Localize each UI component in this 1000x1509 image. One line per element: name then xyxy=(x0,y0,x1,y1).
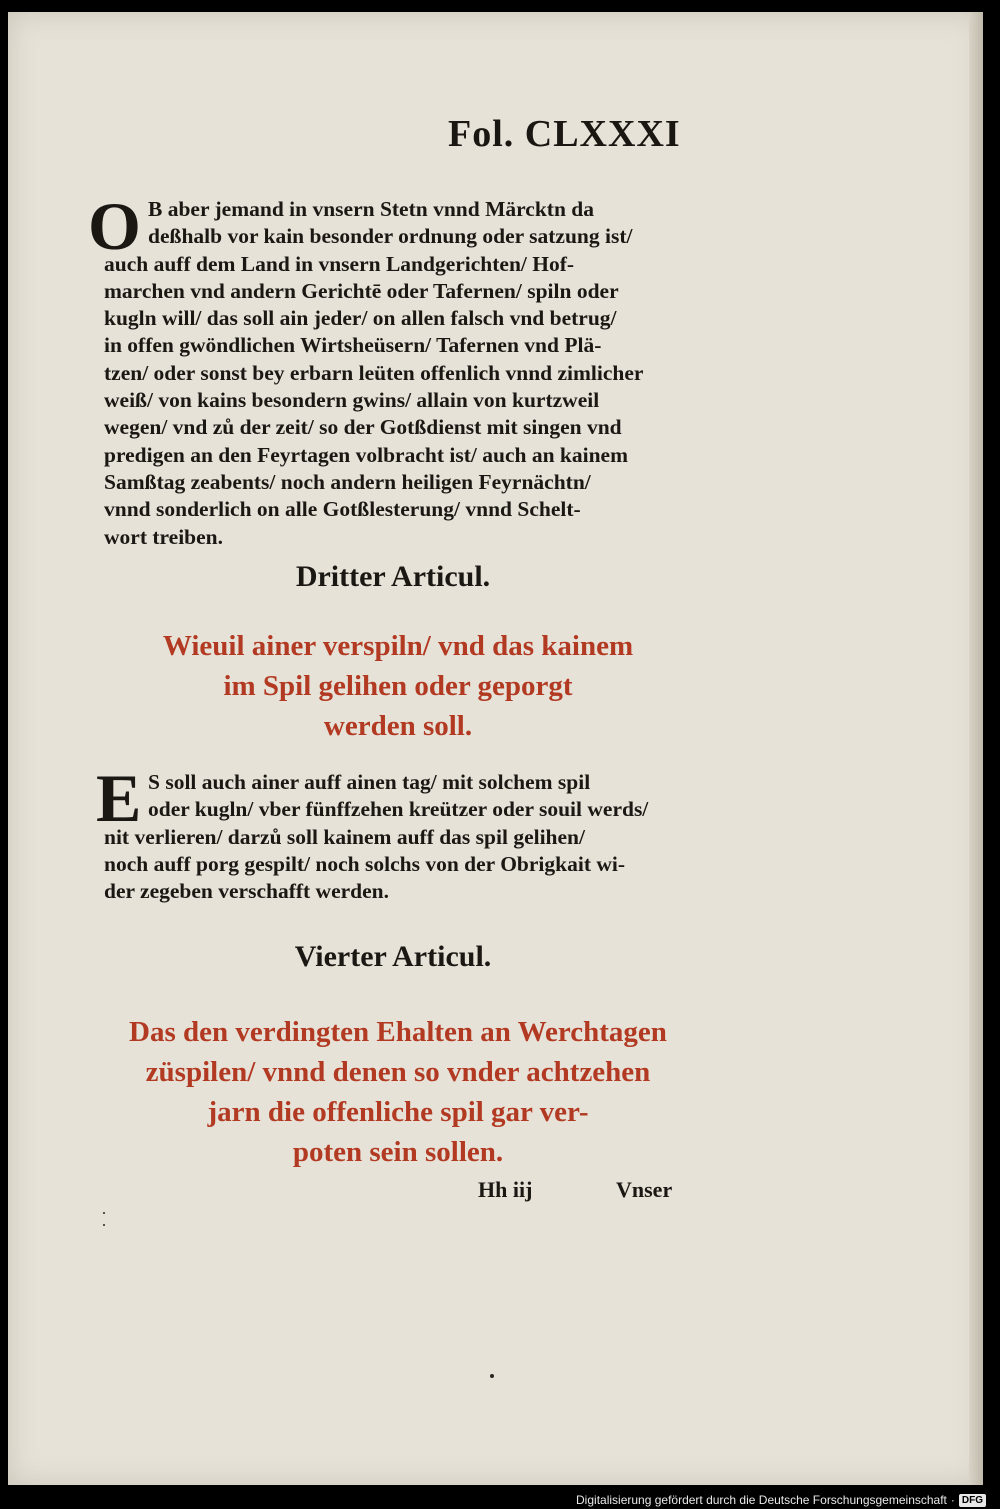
signature-mark: Hh iij xyxy=(478,1177,533,1202)
initial-letter-o: O xyxy=(88,188,141,264)
paragraph-1-line: marchen vnd andern Gerichtē oder Tafernen/ spiln oder xyxy=(104,278,619,303)
rubric-vierter-articul xyxy=(98,1012,698,1172)
paragraph-2-line: noch auff porg gespilt/ noch solchs von der Obrigkait wi- xyxy=(104,851,626,876)
page-edge xyxy=(969,12,983,1485)
paragraph-1-line: B aber jemand in vnsern Stetn vnnd Märcktn da xyxy=(148,197,594,221)
footer-separator: · xyxy=(950,1493,955,1507)
paragraph-2-line: oder kugln/ vber fünffzehen kreützer oder souil werds/ xyxy=(148,797,649,822)
paragraph-1-line: wegen/ vnd zů der zeit/ so der Gotßdienst mit singen vnd xyxy=(104,415,622,440)
paragraph-1-line: in offen gwöndlichen Wirtsheüsern/ Tafernen vnd Plä- xyxy=(104,333,602,358)
folio-number: Fol. CLXXXI xyxy=(448,113,681,155)
initial-letter-e: E xyxy=(96,760,142,836)
dfg-logo: DFG xyxy=(959,1494,986,1507)
paragraph-2-line: der zegeben verschafft werden. xyxy=(104,879,389,904)
paragraph-1-line: auch auff dem Land in vnsern Landgerichten/ Hof- xyxy=(104,251,575,276)
paragraph-2-line: S soll auch ainer auff ainen tag/ mit solchem spil xyxy=(148,770,591,794)
ink-speck xyxy=(103,1212,105,1214)
paragraph-1-line: predigen an den Feyrtagen volbracht ist/ auch an kainem xyxy=(104,442,628,467)
rubric-dritter-articul xyxy=(98,626,698,746)
ink-speck xyxy=(103,1224,105,1226)
paragraph-2-line: nit verlieren/ darzů soll kainem auff das spil gelihen/ xyxy=(104,824,585,849)
book-page xyxy=(8,12,983,1485)
ink-speck xyxy=(490,1374,494,1378)
paragraph-1-line: vnnd sonderlich on alle Gotßlesterung/ vnnd Schelt- xyxy=(104,497,581,522)
rubric-4-line: Das den verdingten Ehalten an Werchtagen xyxy=(129,1016,667,1048)
rubric-4-line: züspilen/ vnnd denen so vnder achtzehen xyxy=(145,1056,651,1088)
paragraph-1 xyxy=(104,196,694,551)
rubric-3-line: Wieuil ainer verspiln/ vnd das kainem xyxy=(162,630,634,662)
paragraph-1-line: Samßtag zeabents/ noch andern heiligen Feyrnächtn/ xyxy=(104,469,591,494)
heading-vierter-articul: Vierter Articul. xyxy=(294,940,492,973)
heading-dritter-articul: Dritter Articul. xyxy=(295,560,491,593)
footer-text: Digitalisierung gefördert durch die Deutsche Forschungsgemeinschaft xyxy=(576,1493,947,1507)
paragraph-1-line: deßhalb vor kain besonder ordnung oder satzung ist/ xyxy=(148,224,633,249)
catchword: Vnser xyxy=(616,1177,673,1202)
digitization-footer xyxy=(576,1493,986,1507)
rubric-4-line: jarn die offenliche spil gar ver- xyxy=(207,1096,589,1128)
paragraph-1-line: tzen/ oder sonst bey erbarn leüten offenlich vnnd zimlicher xyxy=(104,360,644,385)
rubric-3-line: werden soll. xyxy=(323,710,473,742)
rubric-3-line: im Spil gelihen oder geporgt xyxy=(223,670,573,702)
paragraph-1-line: kugln will/ das soll ain jeder/ on allen falsch vnd betrug/ xyxy=(104,306,617,331)
paragraph-1-line: wort treiben. xyxy=(104,524,224,549)
rubric-4-line: poten sein sollen. xyxy=(292,1136,504,1168)
paragraph-2 xyxy=(104,769,694,905)
paragraph-1-line: weiß/ von kains besondern gwins/ allain von kurtzweil xyxy=(104,388,600,413)
